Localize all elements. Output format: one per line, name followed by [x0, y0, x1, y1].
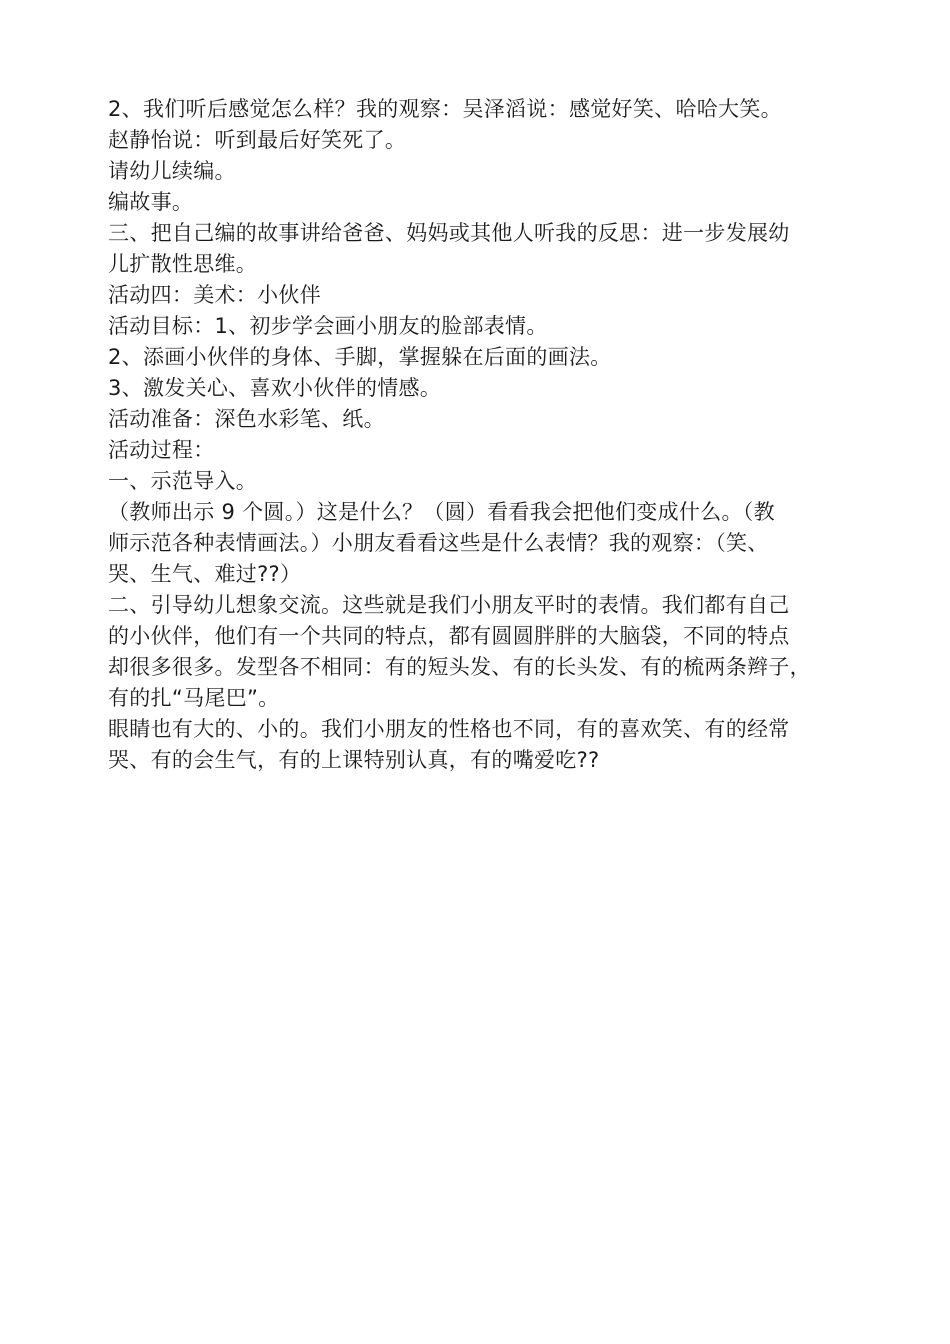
text-line: 2、我们听后感觉怎么样？我的观察：吴泽滔说：感觉好笑、哈哈大笑。 — [108, 97, 782, 121]
text-line: 的小伙伴，他们有一个共同的特点，都有圆圆胖胖的大脑袋，不同的特点 — [108, 624, 790, 648]
text-line: 2、添画小伙伴的身体、手脚，掌握躲在后面的画法。 — [108, 345, 612, 369]
section-heading: 活动四：美术：小伙伴 — [108, 283, 321, 307]
text-line: 有的扎“马尾巴”。 — [108, 686, 280, 710]
text-line: 3、激发关心、喜欢小伙伴的情感。 — [108, 376, 442, 400]
text-line: 二、引导幼儿想象交流。这些就是我们小朋友平时的表情。我们都有自己 — [108, 593, 790, 617]
text-line: 哭、生气、难过??） — [108, 562, 302, 586]
text-line: 三、把自己编的故事讲给爸爸、妈妈或其他人听我的反思：进一步发展幼 — [108, 221, 790, 245]
text-line: 却很多很多。发型各不相同：有的短头发、有的长头发、有的梳两条辫子， — [108, 655, 811, 679]
text-line: 编故事。 — [108, 190, 194, 214]
text-line: 赵静怡说：听到最后好笑死了。 — [108, 128, 407, 152]
text-line: 眼睛也有大的、小的。我们小朋友的性格也不同，有的喜欢笑、有的经常 — [108, 717, 790, 741]
text-line: 师示范各种表情画法。）小朋友看看这些是什么表情？我的观察：（笑、 — [108, 531, 769, 555]
text-line: 请幼儿续编。 — [108, 159, 236, 183]
text-line: （教师出示 9 个圆。）这是什么？（圆）看看我会把他们变成什么。（教 — [108, 500, 775, 524]
document-body — [108, 94, 868, 776]
text-line: 活动目标：1、初步学会画小朋友的脸部表情。 — [108, 314, 548, 338]
text-line: 一、示范导入。 — [108, 469, 258, 493]
text-line: 活动过程： — [108, 438, 215, 462]
text-line: 儿扩散性思维。 — [108, 252, 258, 276]
text-line: 活动准备：深色水彩笔、纸。 — [108, 407, 385, 431]
text-line: 哭、有的会生气，有的上课特别认真，有的嘴爱吃?? — [108, 748, 600, 772]
